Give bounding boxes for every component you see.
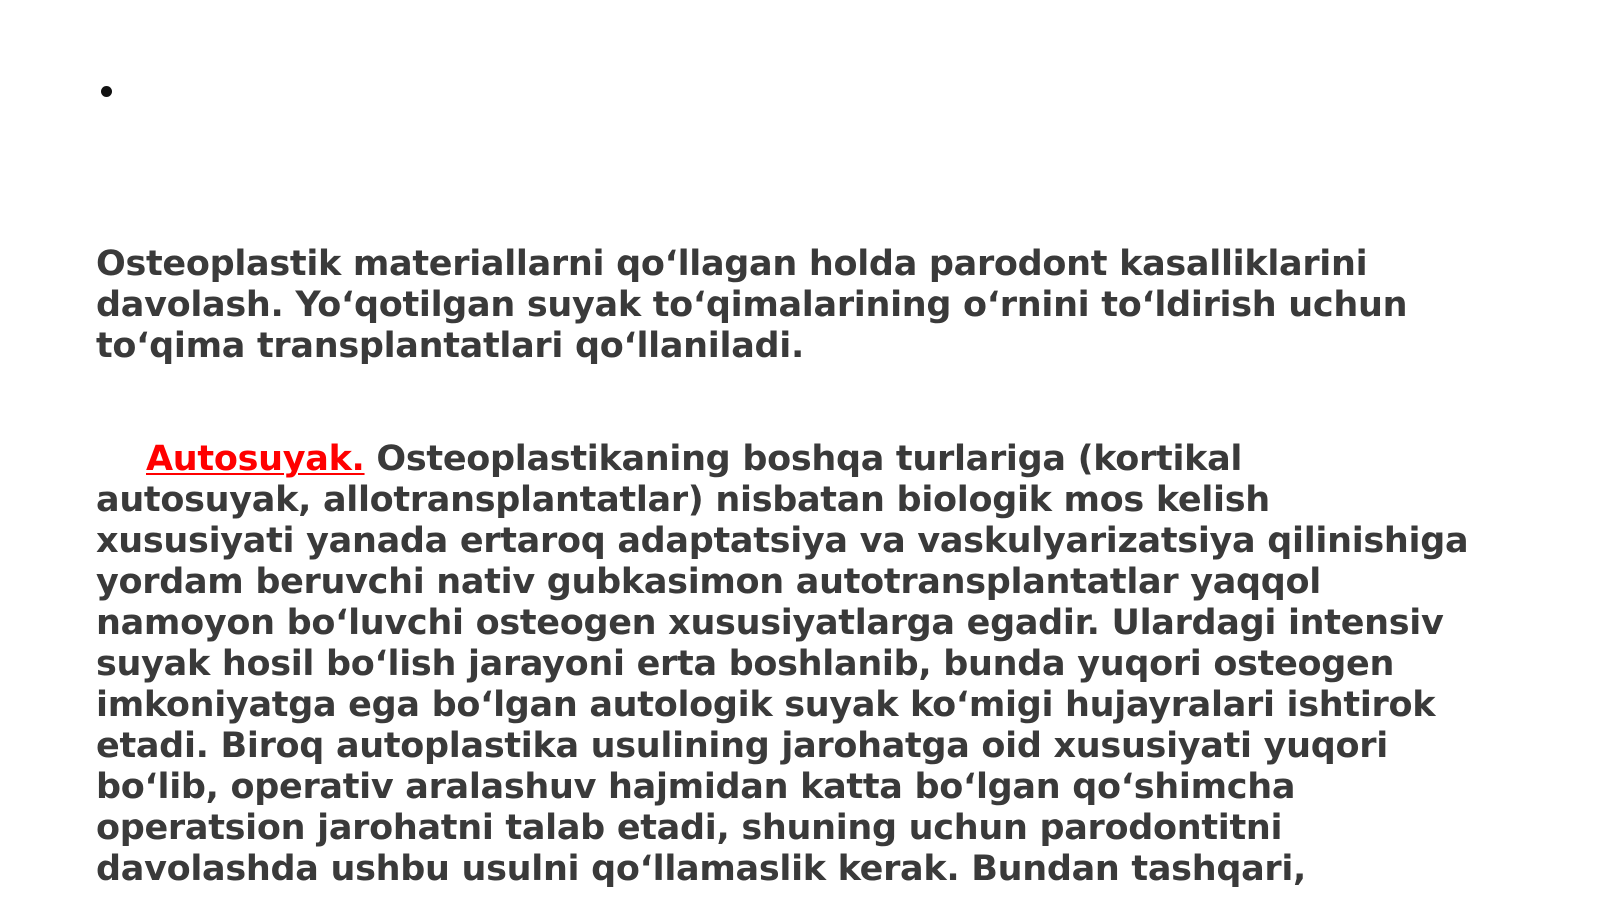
body-line: yordam beruvchi nativ gubkasimon autotransplantatlar yaqqol <box>96 562 1321 602</box>
body-line: davolashda ushbu usulni qo‘llamaslik kerak. Bundan tashqari, <box>96 849 1307 889</box>
body-first-line-text: Osteoplastikaning boshqa turlariga (kortikal <box>364 439 1243 479</box>
intro-paragraph <box>96 244 1516 367</box>
bullet-point <box>101 86 112 97</box>
body-first-line <box>96 439 1516 480</box>
body-line: bo‘lib, operativ aralashuv hajmidan katta bo‘lgan qo‘shimcha <box>96 767 1296 807</box>
body-paragraph <box>96 439 1516 890</box>
body-line: xususiyati yanada ertaroq adaptatsiya va vaskulyarizatsiya qilinishiga <box>96 521 1469 561</box>
intro-line: Osteoplastik materiallarni qo‘llagan holda parodont kasalliklarini <box>96 244 1368 284</box>
body-line: namoyon bo‘luvchi osteogen xususiyatlarga egadir. Ulardagi intensiv <box>96 603 1444 643</box>
intro-line: to‘qima transplantatlari qo‘llaniladi. <box>96 326 804 366</box>
body-line: operatsion jarohatni talab etadi, shuning uchun parodontitni <box>96 808 1283 848</box>
body-line: suyak hosil bo‘lish jarayoni erta boshlanib, bunda yuqori osteogen <box>96 644 1395 684</box>
intro-line: davolash. Yo‘qotilgan suyak to‘qimalarining o‘rnini to‘ldirish uchun <box>96 285 1408 325</box>
body-line: imkoniyatga ega bo‘lgan autologik suyak ko‘migi hujayralari ishtirok <box>96 685 1436 725</box>
body-line: autosuyak, allotransplantatlar) nisbatan biologik mos kelish <box>96 480 1270 520</box>
highlight-term: Autosuyak. <box>146 439 365 479</box>
body-line: etadi. Biroq autoplastika usulining jarohatga oid xususiyati yuqori <box>96 726 1388 766</box>
